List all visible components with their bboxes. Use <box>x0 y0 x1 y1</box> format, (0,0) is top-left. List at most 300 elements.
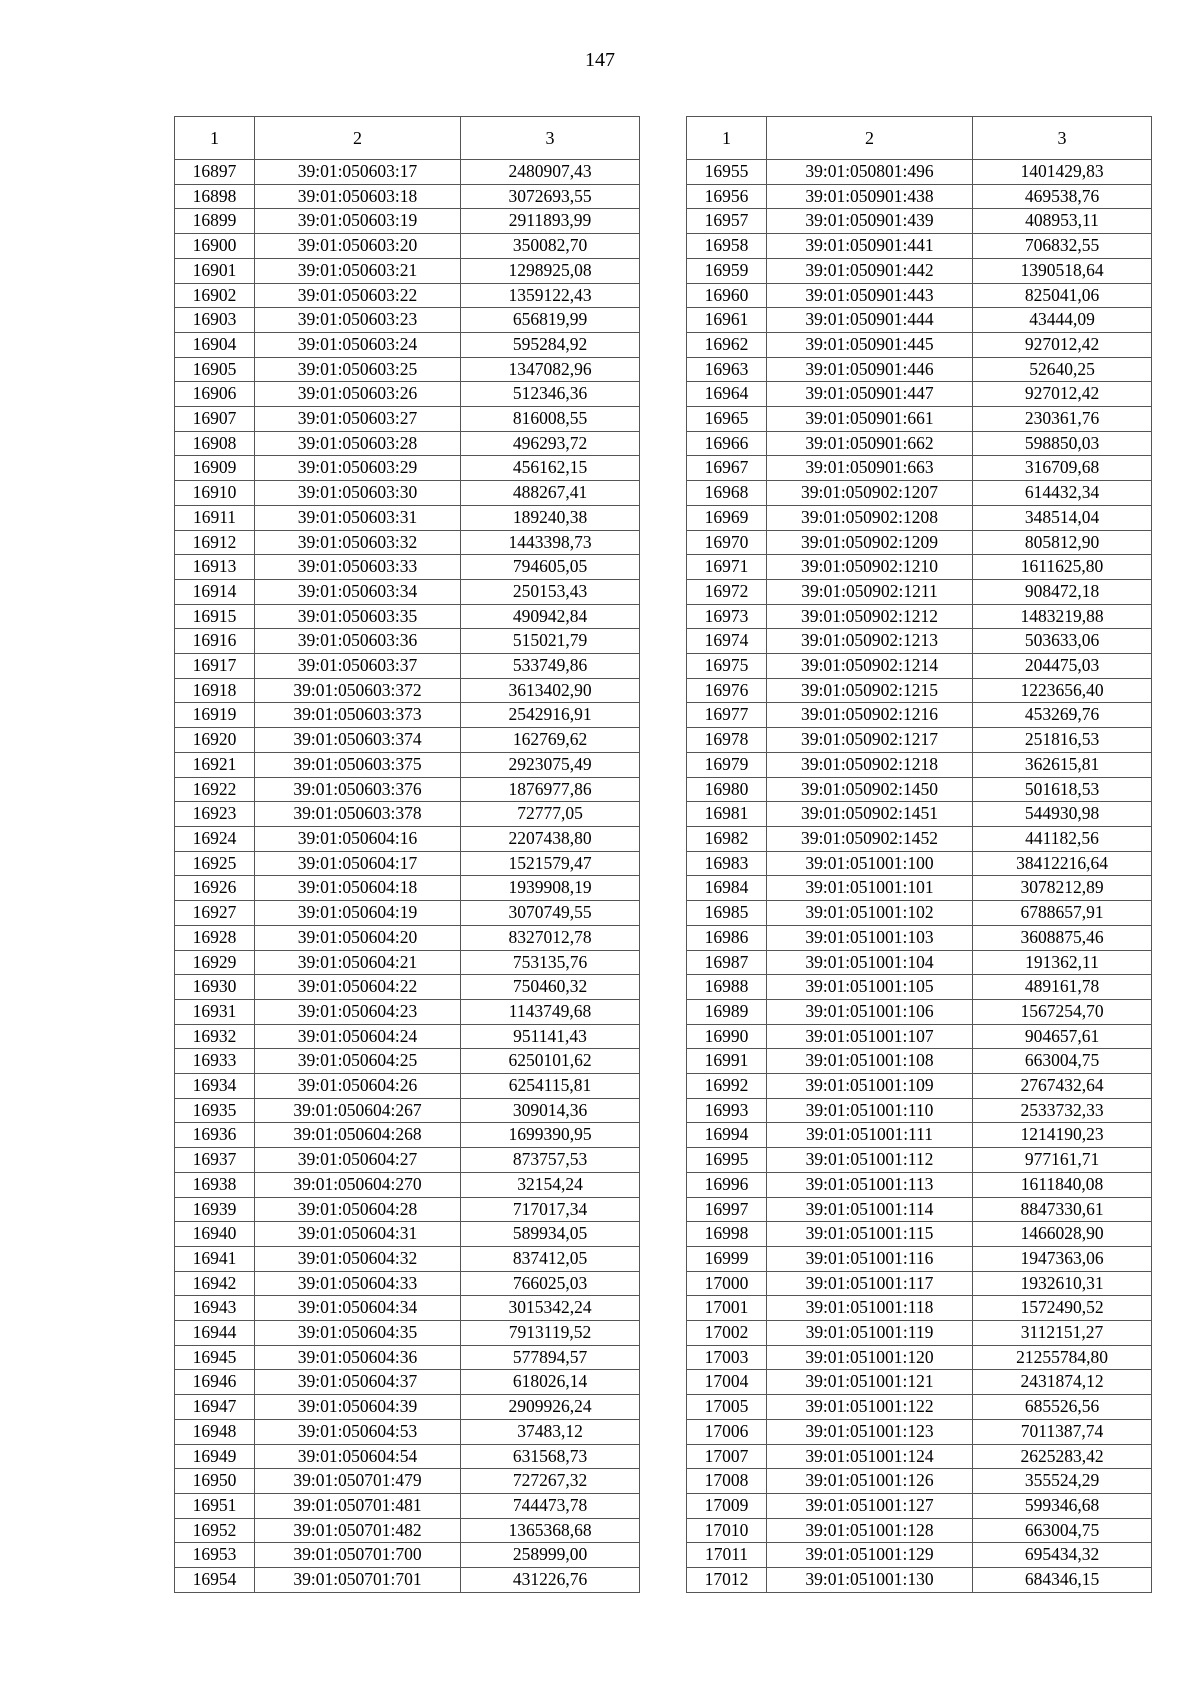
table-row <box>687 234 1152 259</box>
cell-cadastral-number: 39:01:050603:20 <box>255 234 461 259</box>
cell-value: 766025,03 <box>461 1271 640 1296</box>
cell-cadastral-number: 39:01:050603:26 <box>255 382 461 407</box>
cell-cadastral-number: 39:01:050603:37 <box>255 654 461 679</box>
cell-row-number: 17003 <box>687 1345 767 1370</box>
table-row <box>687 530 1152 555</box>
cell-cadastral-number: 39:01:050901:438 <box>767 184 973 209</box>
cell-value: 3112151,27 <box>973 1321 1152 1346</box>
table-row <box>687 1444 1152 1469</box>
cell-cadastral-number: 39:01:050603:378 <box>255 802 461 827</box>
header-row <box>175 117 640 160</box>
cell-row-number: 16954 <box>175 1568 255 1593</box>
cell-row-number: 16985 <box>687 901 767 926</box>
cell-row-number: 16948 <box>175 1419 255 1444</box>
table-row <box>687 1370 1152 1395</box>
cell-row-number: 16907 <box>175 407 255 432</box>
cell-value: 490942,84 <box>461 604 640 629</box>
table-row <box>687 975 1152 1000</box>
cell-cadastral-number: 39:01:051001:107 <box>767 1024 973 1049</box>
cell-value: 251816,53 <box>973 728 1152 753</box>
cell-row-number: 16982 <box>687 826 767 851</box>
cell-cadastral-number: 39:01:050604:268 <box>255 1123 461 1148</box>
cell-cadastral-number: 39:01:051001:121 <box>767 1370 973 1395</box>
cell-value: 1611625,80 <box>973 555 1152 580</box>
cell-value: 599346,68 <box>973 1493 1152 1518</box>
cell-cadastral-number: 39:01:050604:25 <box>255 1049 461 1074</box>
cell-row-number: 16902 <box>175 283 255 308</box>
cell-value: 21255784,80 <box>973 1345 1152 1370</box>
cell-cadastral-number: 39:01:050701:481 <box>255 1493 461 1518</box>
cell-cadastral-number: 39:01:051001:126 <box>767 1469 973 1494</box>
table-row <box>175 579 640 604</box>
cell-value: 309014,36 <box>461 1098 640 1123</box>
cell-value: 631568,73 <box>461 1444 640 1469</box>
cell-row-number: 16980 <box>687 777 767 802</box>
cell-row-number: 16908 <box>175 431 255 456</box>
cell-row-number: 16905 <box>175 357 255 382</box>
cell-cadastral-number: 39:01:051001:105 <box>767 975 973 1000</box>
table-row <box>687 1518 1152 1543</box>
cell-value: 3072693,55 <box>461 184 640 209</box>
cell-row-number: 16971 <box>687 555 767 580</box>
cell-cadastral-number: 39:01:050603:18 <box>255 184 461 209</box>
table-row <box>687 1395 1152 1420</box>
column-header-number: 1 <box>175 117 255 160</box>
cell-value: 8327012,78 <box>461 925 640 950</box>
cell-value: 32154,24 <box>461 1172 640 1197</box>
cell-cadastral-number: 39:01:050604:20 <box>255 925 461 950</box>
cell-row-number: 16981 <box>687 802 767 827</box>
cell-value: 2909926,24 <box>461 1395 640 1420</box>
cell-row-number: 16930 <box>175 975 255 1000</box>
table-header <box>687 117 1152 160</box>
cell-cadastral-number: 39:01:051001:129 <box>767 1543 973 1568</box>
cell-cadastral-number: 39:01:050902:1210 <box>767 555 973 580</box>
cell-value: 927012,42 <box>973 332 1152 357</box>
cell-value: 258999,00 <box>461 1543 640 1568</box>
table-row <box>175 258 640 283</box>
cell-cadastral-number: 39:01:050603:27 <box>255 407 461 432</box>
table-row <box>175 925 640 950</box>
cell-value: 408953,11 <box>973 209 1152 234</box>
cell-cadastral-number: 39:01:051001:127 <box>767 1493 973 1518</box>
cell-value: 512346,36 <box>461 382 640 407</box>
cell-value: 1143749,68 <box>461 999 640 1024</box>
cell-cadastral-number: 39:01:051001:119 <box>767 1321 973 1346</box>
cell-cadastral-number: 39:01:050902:1451 <box>767 802 973 827</box>
cell-row-number: 16958 <box>687 234 767 259</box>
cell-value: 1567254,70 <box>973 999 1152 1024</box>
cell-value: 656819,99 <box>461 308 640 333</box>
table-row <box>687 654 1152 679</box>
cell-cadastral-number: 39:01:050902:1209 <box>767 530 973 555</box>
cell-cadastral-number: 39:01:050604:39 <box>255 1395 461 1420</box>
cell-row-number: 16922 <box>175 777 255 802</box>
table-row <box>687 1123 1152 1148</box>
table-row <box>175 1444 640 1469</box>
cell-value: 816008,55 <box>461 407 640 432</box>
table-row <box>175 1148 640 1173</box>
cell-value: 614432,34 <box>973 481 1152 506</box>
cell-row-number: 16917 <box>175 654 255 679</box>
cell-cadastral-number: 39:01:050603:33 <box>255 555 461 580</box>
table-row <box>175 752 640 777</box>
cell-cadastral-number: 39:01:050902:1207 <box>767 481 973 506</box>
table-row <box>175 777 640 802</box>
cell-cadastral-number: 39:01:050603:373 <box>255 703 461 728</box>
cell-row-number: 17011 <box>687 1543 767 1568</box>
table-row <box>687 431 1152 456</box>
cell-value: 456162,15 <box>461 456 640 481</box>
table-row <box>175 1296 640 1321</box>
table-row <box>175 678 640 703</box>
cell-value: 598850,03 <box>973 431 1152 456</box>
cell-cadastral-number: 39:01:050603:17 <box>255 160 461 185</box>
cell-row-number: 16936 <box>175 1123 255 1148</box>
table-row <box>687 357 1152 382</box>
table-row <box>687 901 1152 926</box>
table-row <box>687 1419 1152 1444</box>
table-row <box>175 1172 640 1197</box>
cell-row-number: 16984 <box>687 876 767 901</box>
cell-cadastral-number: 39:01:050603:372 <box>255 678 461 703</box>
cell-row-number: 16921 <box>175 752 255 777</box>
cell-value: 3608875,46 <box>973 925 1152 950</box>
cell-cadastral-number: 39:01:050901:444 <box>767 308 973 333</box>
cell-cadastral-number: 39:01:050701:482 <box>255 1518 461 1543</box>
table-row <box>687 1222 1152 1247</box>
cell-row-number: 17004 <box>687 1370 767 1395</box>
table-row <box>687 579 1152 604</box>
table-row <box>687 604 1152 629</box>
table-row <box>687 308 1152 333</box>
cell-row-number: 16900 <box>175 234 255 259</box>
table-row <box>687 258 1152 283</box>
table-row <box>175 1074 640 1099</box>
cell-cadastral-number: 39:01:050604:267 <box>255 1098 461 1123</box>
table-row <box>175 1049 640 1074</box>
table-row <box>175 851 640 876</box>
table-row <box>687 1098 1152 1123</box>
table-row <box>175 1271 640 1296</box>
cell-value: 1947363,06 <box>973 1246 1152 1271</box>
cell-value: 348514,04 <box>973 505 1152 530</box>
cell-row-number: 16943 <box>175 1296 255 1321</box>
table-row <box>175 332 640 357</box>
cell-cadastral-number: 39:01:051001:122 <box>767 1395 973 1420</box>
cell-cadastral-number: 39:01:050901:442 <box>767 258 973 283</box>
table-row <box>175 1024 640 1049</box>
cell-row-number: 16966 <box>687 431 767 456</box>
table-row <box>175 283 640 308</box>
cell-cadastral-number: 39:01:050603:25 <box>255 357 461 382</box>
table-row <box>687 999 1152 1024</box>
cell-row-number: 17010 <box>687 1518 767 1543</box>
table-row <box>175 308 640 333</box>
cell-row-number: 16990 <box>687 1024 767 1049</box>
cell-cadastral-number: 39:01:051001:113 <box>767 1172 973 1197</box>
table-header <box>175 117 640 160</box>
cell-row-number: 16927 <box>175 901 255 926</box>
cell-value: 8847330,61 <box>973 1197 1152 1222</box>
cell-value: 6788657,91 <box>973 901 1152 926</box>
cell-cadastral-number: 39:01:050901:439 <box>767 209 973 234</box>
cell-value: 753135,76 <box>461 950 640 975</box>
table-row <box>175 703 640 728</box>
table-row <box>175 431 640 456</box>
cell-row-number: 16993 <box>687 1098 767 1123</box>
cell-cadastral-number: 39:01:050902:1452 <box>767 826 973 851</box>
table-row <box>687 184 1152 209</box>
cell-value: 189240,38 <box>461 505 640 530</box>
cell-value: 501618,53 <box>973 777 1152 802</box>
cell-cadastral-number: 39:01:051001:108 <box>767 1049 973 1074</box>
cell-row-number: 16897 <box>175 160 255 185</box>
cell-value: 927012,42 <box>973 382 1152 407</box>
cell-value: 2480907,43 <box>461 160 640 185</box>
cell-value: 162769,62 <box>461 728 640 753</box>
cell-cadastral-number: 39:01:050902:1218 <box>767 752 973 777</box>
cell-row-number: 16951 <box>175 1493 255 1518</box>
cell-row-number: 16923 <box>175 802 255 827</box>
cell-value: 825041,06 <box>973 283 1152 308</box>
cell-value: 589934,05 <box>461 1222 640 1247</box>
cell-cadastral-number: 39:01:050603:21 <box>255 258 461 283</box>
table-row <box>175 1321 640 1346</box>
cell-row-number: 16992 <box>687 1074 767 1099</box>
table-row <box>687 876 1152 901</box>
cell-cadastral-number: 39:01:050604:28 <box>255 1197 461 1222</box>
table-right <box>686 116 1152 1593</box>
cell-value: 72777,05 <box>461 802 640 827</box>
cell-cadastral-number: 39:01:050604:17 <box>255 851 461 876</box>
cell-cadastral-number: 39:01:051001:128 <box>767 1518 973 1543</box>
cell-value: 805812,90 <box>973 530 1152 555</box>
table-row <box>687 555 1152 580</box>
cell-cadastral-number: 39:01:050604:32 <box>255 1246 461 1271</box>
cell-value: 1298925,08 <box>461 258 640 283</box>
cell-row-number: 16955 <box>687 160 767 185</box>
cell-cadastral-number: 39:01:051001:120 <box>767 1345 973 1370</box>
cell-cadastral-number: 39:01:050604:18 <box>255 876 461 901</box>
cell-row-number: 16925 <box>175 851 255 876</box>
table-row <box>175 184 640 209</box>
table-row <box>687 1049 1152 1074</box>
cell-value: 489161,78 <box>973 975 1152 1000</box>
cell-row-number: 16974 <box>687 629 767 654</box>
cell-cadastral-number: 39:01:050603:375 <box>255 752 461 777</box>
cell-cadastral-number: 39:01:050604:27 <box>255 1148 461 1173</box>
cell-value: 1365368,68 <box>461 1518 640 1543</box>
cell-cadastral-number: 39:01:050902:1213 <box>767 629 973 654</box>
column-header-value: 3 <box>973 117 1152 160</box>
table-row <box>687 407 1152 432</box>
cell-cadastral-number: 39:01:050604:34 <box>255 1296 461 1321</box>
cell-value: 794605,05 <box>461 555 640 580</box>
cell-value: 2923075,49 <box>461 752 640 777</box>
table-row <box>175 382 640 407</box>
cell-cadastral-number: 39:01:051001:118 <box>767 1296 973 1321</box>
cell-row-number: 17008 <box>687 1469 767 1494</box>
table-row <box>175 555 640 580</box>
cell-cadastral-number: 39:01:051001:101 <box>767 876 973 901</box>
table-row <box>687 160 1152 185</box>
cell-value: 717017,34 <box>461 1197 640 1222</box>
table-row <box>687 678 1152 703</box>
table-row <box>687 802 1152 827</box>
cell-row-number: 16911 <box>175 505 255 530</box>
cell-cadastral-number: 39:01:051001:130 <box>767 1568 973 1593</box>
cell-value: 441182,56 <box>973 826 1152 851</box>
table-row <box>175 826 640 851</box>
cell-row-number: 16939 <box>175 1197 255 1222</box>
cell-row-number: 16961 <box>687 308 767 333</box>
table-row <box>175 407 640 432</box>
table-row <box>687 1271 1152 1296</box>
table-row <box>687 456 1152 481</box>
cell-value: 3070749,55 <box>461 901 640 926</box>
cell-row-number: 16918 <box>175 678 255 703</box>
cell-cadastral-number: 39:01:050901:661 <box>767 407 973 432</box>
cell-cadastral-number: 39:01:050604:16 <box>255 826 461 851</box>
table-row <box>175 1395 640 1420</box>
cell-cadastral-number: 39:01:050604:33 <box>255 1271 461 1296</box>
cell-cadastral-number: 39:01:050901:663 <box>767 456 973 481</box>
cell-row-number: 16952 <box>175 1518 255 1543</box>
cell-cadastral-number: 39:01:050603:374 <box>255 728 461 753</box>
cell-value: 2542916,91 <box>461 703 640 728</box>
table-row <box>175 1246 640 1271</box>
column-header-number: 1 <box>687 117 767 160</box>
cell-cadastral-number: 39:01:050701:701 <box>255 1568 461 1593</box>
cell-cadastral-number: 39:01:050603:23 <box>255 308 461 333</box>
cell-row-number: 16898 <box>175 184 255 209</box>
table-row <box>175 1469 640 1494</box>
cell-value: 951141,43 <box>461 1024 640 1049</box>
cell-value: 685526,56 <box>973 1395 1152 1420</box>
cell-cadastral-number: 39:01:050604:26 <box>255 1074 461 1099</box>
cell-cadastral-number: 39:01:050604:54 <box>255 1444 461 1469</box>
cell-row-number: 16901 <box>175 258 255 283</box>
table-row <box>687 826 1152 851</box>
cell-row-number: 16967 <box>687 456 767 481</box>
cell-row-number: 17005 <box>687 1395 767 1420</box>
cell-row-number: 16899 <box>175 209 255 234</box>
cell-row-number: 16935 <box>175 1098 255 1123</box>
cell-row-number: 16960 <box>687 283 767 308</box>
table-row <box>175 1197 640 1222</box>
cell-cadastral-number: 39:01:050901:443 <box>767 283 973 308</box>
cell-row-number: 16949 <box>175 1444 255 1469</box>
table-row <box>687 703 1152 728</box>
cell-value: 577894,57 <box>461 1345 640 1370</box>
cell-row-number: 16963 <box>687 357 767 382</box>
cell-value: 595284,92 <box>461 332 640 357</box>
cell-value: 431226,76 <box>461 1568 640 1593</box>
table-row <box>687 332 1152 357</box>
table-row <box>175 209 640 234</box>
cell-cadastral-number: 39:01:051001:109 <box>767 1074 973 1099</box>
cell-cadastral-number: 39:01:050604:22 <box>255 975 461 1000</box>
cell-row-number: 16969 <box>687 505 767 530</box>
cell-cadastral-number: 39:01:050901:445 <box>767 332 973 357</box>
cell-row-number: 16976 <box>687 678 767 703</box>
cell-cadastral-number: 39:01:050604:270 <box>255 1172 461 1197</box>
cell-row-number: 16956 <box>687 184 767 209</box>
cell-cadastral-number: 39:01:050902:1214 <box>767 654 973 679</box>
cell-value: 544930,98 <box>973 802 1152 827</box>
cell-cadastral-number: 39:01:050604:31 <box>255 1222 461 1247</box>
cell-row-number: 16999 <box>687 1246 767 1271</box>
table-row <box>175 950 640 975</box>
table-row <box>687 1296 1152 1321</box>
table-row <box>687 728 1152 753</box>
cell-row-number: 16915 <box>175 604 255 629</box>
cell-value: 3078212,89 <box>973 876 1152 901</box>
cell-value: 663004,75 <box>973 1518 1152 1543</box>
page-number: 147 <box>585 49 615 71</box>
cell-row-number: 17002 <box>687 1321 767 1346</box>
cell-cadastral-number: 39:01:050603:19 <box>255 209 461 234</box>
cell-value: 618026,14 <box>461 1370 640 1395</box>
cell-row-number: 17012 <box>687 1568 767 1593</box>
cell-cadastral-number: 39:01:051001:112 <box>767 1148 973 1173</box>
cell-row-number: 17001 <box>687 1296 767 1321</box>
cell-cadastral-number: 39:01:050604:53 <box>255 1419 461 1444</box>
cell-value: 977161,71 <box>973 1148 1152 1173</box>
cell-value: 496293,72 <box>461 431 640 456</box>
cell-row-number: 16970 <box>687 530 767 555</box>
table-row <box>175 901 640 926</box>
cell-value: 533749,86 <box>461 654 640 679</box>
cell-row-number: 17007 <box>687 1444 767 1469</box>
cell-value: 250153,43 <box>461 579 640 604</box>
cell-row-number: 16947 <box>175 1395 255 1420</box>
column-header-cadastral-number: 2 <box>255 117 461 160</box>
cell-row-number: 16953 <box>175 1543 255 1568</box>
cell-value: 1401429,83 <box>973 160 1152 185</box>
cell-value: 316709,68 <box>973 456 1152 481</box>
table-row <box>175 505 640 530</box>
cell-value: 453269,76 <box>973 703 1152 728</box>
table-row <box>175 604 640 629</box>
cell-row-number: 16987 <box>687 950 767 975</box>
table-row <box>687 1246 1152 1271</box>
cell-row-number: 16912 <box>175 530 255 555</box>
table-left <box>174 116 640 1593</box>
cell-cadastral-number: 39:01:051001:114 <box>767 1197 973 1222</box>
table-row <box>175 1568 640 1593</box>
cell-cadastral-number: 39:01:051001:123 <box>767 1419 973 1444</box>
table-row <box>175 1345 640 1370</box>
cell-value: 1347082,96 <box>461 357 640 382</box>
table-row <box>175 481 640 506</box>
cell-value: 6250101,62 <box>461 1049 640 1074</box>
cell-cadastral-number: 39:01:050604:35 <box>255 1321 461 1346</box>
table-row <box>687 629 1152 654</box>
cell-value: 350082,70 <box>461 234 640 259</box>
column-header-value: 3 <box>461 117 640 160</box>
cell-row-number: 16924 <box>175 826 255 851</box>
cell-value: 3613402,90 <box>461 678 640 703</box>
table-body <box>175 160 640 1593</box>
cell-row-number: 16942 <box>175 1271 255 1296</box>
cell-row-number: 16933 <box>175 1049 255 1074</box>
cell-value: 663004,75 <box>973 1049 1152 1074</box>
cell-row-number: 16972 <box>687 579 767 604</box>
cell-row-number: 16909 <box>175 456 255 481</box>
table-row <box>687 777 1152 802</box>
